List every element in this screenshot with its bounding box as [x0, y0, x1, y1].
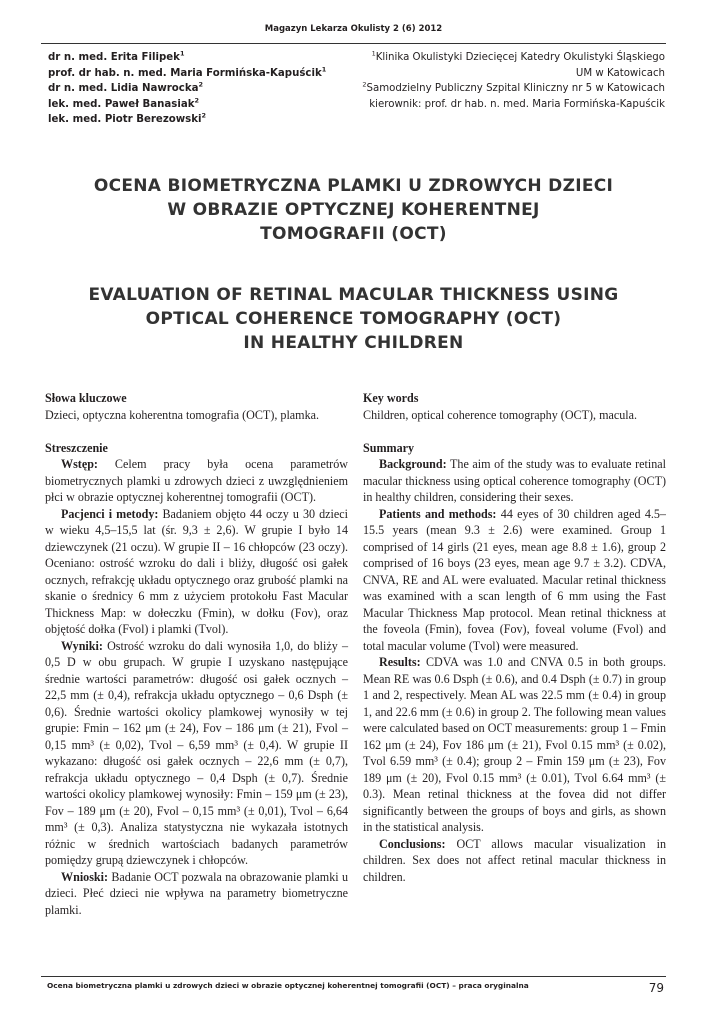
- title-english: EVALUATION OF RETINAL MACULAR THICKNESS USING OPTICAL COHERENCE TOMOGRAPHY (OCT) IN HEALTHY CHILDREN: [88, 285, 619, 353]
- affiliations: [362, 50, 665, 112]
- journal-header: Magazyn Lekarza Okulisty 2 (6) 2012: [264, 24, 443, 34]
- affiliation-1-line2: UM w Katowicach: [575, 67, 665, 79]
- affiliation-1-line1: $^1$Klinika Okulistyki Dziecięcej Katedry Okulistyki Śląskiego: [371, 49, 665, 63]
- affiliation-2-line1: $^2$Samodzielny Publiczny Szpital Kliniczny nr 5 w Katowicach: [362, 80, 665, 95]
- summary-heading: Streszczenie: [45, 440, 108, 455]
- keywords-heading: Słowa kluczowe: [45, 391, 127, 405]
- running-footer: Ocena biometryczna plamki u zdrowych dzieci w obrazie optycznej koherentnej tomografii (OCT) – praca oryginalna: [47, 981, 529, 990]
- author: dr n. med. Lidia Nawrocka$^2$: [48, 80, 204, 95]
- title-polish: OCENA BIOMETRYCZNA PLAMKI U ZDROWYCH DZIECI W OBRAZIE OPTYCZNEJ KOHERENTNEJ TOMOGRAFII (OCT): [93, 176, 614, 244]
- page-number: 79: [648, 981, 664, 995]
- polish-abstract-column: [45, 390, 348, 918]
- author: prof. dr hab. n. med. Maria Formińska-Kapuścik$^1$: [48, 65, 327, 79]
- abstract-paragraph: Wstęp: Celem pracy była ocena parametrów biometrycznych plamki u zdrowych dzieci z uwzględnieniem płci w obrazie optycznej koherentnej tomografii (OCT).: [45, 457, 348, 504]
- summary-heading: Summary: [363, 440, 415, 455]
- author-list: [48, 50, 326, 128]
- english-abstract-column: [363, 390, 666, 885]
- keywords-text: Dzieci, optyczna koherentna tomografia (OCT), plamka.: [45, 407, 320, 422]
- abstract-paragraph: Results: CDVA was 1.0 and CNVA 0.5 in both groups. Mean RE was 0.6 Dsph (± 0.6), and 0.4 Dsph (± 0.7) in group 1 and 2, respectively. Mean AL was 22.5 mm (± 0.4) in group 1, and 22.6 mm (± 0.6) in group 2. The following mean values were calculated based on OCT measurements: group 1 – Fmin 162 μm (± 24), Fov 186 μm (± 21), Fvol 0.15 mm³ (± 0.02), Tvol 6.59 mm³ (± 0.4); group 2 – Fmin 159 μm (± 23), Fov 189 μm (± 20), Fvol 0.15 mm³ (± 0.01), Tvol 6.64 mm³ (± 0.3). Mean retinal thickness at the fovea did not differ significantly between the groups of boys and girls, as shown in the statistical analysis.: [363, 655, 666, 834]
- keywords-text: Children, optical coherence tomography (OCT), macula.: [363, 407, 638, 422]
- footer-rule: [41, 976, 666, 977]
- header-rule: [41, 43, 666, 44]
- abstract-paragraph: Wyniki: Ostrość wzroku do dali wynosiła 1,0, do bliży – 0,5 D w obu grupach. W grupie I uzyskano następujące średnie wartości parametrów: długość osi gałek ocznych – 22,5 mm (± 0,4), refrakcja układu optycznego – 0,6 Dsph (± 0,6). Średnie wartości okolicy plamkowej wynosiły w tej grupie: Fmin – 162 μm (± 24), Fov – 186 μm (± 21), Fvol – 0,15 mm³ (± 0,02), Tvol – 6,59 mm³ (± 0,4). W grupie II wykazano: długość osi gałek ocznych – 22,6 mm (± 0,7), refrakcja układu optycznego – 0,4 Dsph (± 0,7). Średnie wartości okolicy plamkowej wynosiły: Fmin – 159 μm (± 23), Fov – 189 μm (± 20), Fvol – 0,15 mm³ (± 0,01), Tvol – 6,64 mm³ (± 0,3). Analiza statystyczna nie wykazała istotnych różnic w średnich wartościach badanych parametrów pomiędzy grupą dziewczynek i chłopców.: [45, 638, 348, 867]
- abstract-paragraph: Conclusions: OCT allows macular visualization in children. Sex does not affect retinal macular thickness in children.: [363, 836, 666, 884]
- affiliation-2-line2: kierownik: prof. dr hab. n. med. Maria Formińska-Kapuścik: [369, 98, 665, 110]
- abstract-paragraph: Pacjenci i metody: Badaniem objęto 44 oczy u 30 dzieci w wieku 4,5–15,5 lat (śr. 9,3 ± 2,6). W grupie I było 14 dziewczynek (21 oczu). W grupie II – 16 chłopców (23 oczy). Oceniano: ostrość wzroku do dali i bliży, długość osi gałek ocznych, refrakcję układu optycznego oraz grubość plamki na skanie o średnicy 6 mm z użyciem protokołu Fast Macular Thickness Map: w dołeczku (Fmin), w dołku (Fov), oraz objętość dołka (Fvol) i plamki (Tvol).: [45, 506, 349, 636]
- abstract-paragraph: Background: The aim of the study was to evaluate retinal macular thickness using optical coherence tomography (OCT) in healthy children, considering their sexes.: [363, 457, 666, 504]
- author: lek. med. Piotr Berezowski$^2$: [48, 111, 207, 126]
- abstract-paragraph: Patients and methods: 44 eyes of 30 children aged 4.5–15.5 years (mean 9.3 ± 2.6) were examined. Group 1 comprised of 14 girls (21 eyes, mean age 8.8 ± 1.6), group 2 comprised of 16 boys (23 eyes, mean age 9.7 ± 3.2). CDVA, CNVA, RE and AL were evaluated. Macular retinal thickness was examined with a scan length of 6 mm using the Fast Macular Thickness Map protocol. Mean retinal thickness at the foveola (Fmin), fovea (Fov), foveal volume (Fvol) and total macular volume (Tvol) were measured.: [363, 506, 666, 653]
- author: dr n. med. Erita Filipek$^1$: [48, 49, 185, 63]
- keywords-heading: Key words: [363, 391, 419, 405]
- author: lek. med. Paweł Banasiak$^2$: [48, 96, 200, 110]
- abstract-paragraph: Wnioski: Badanie OCT pozwala na obrazowanie plamki u dzieci. Płeć dzieci nie wpływa na parametry biometryczne plamki.: [45, 869, 348, 917]
